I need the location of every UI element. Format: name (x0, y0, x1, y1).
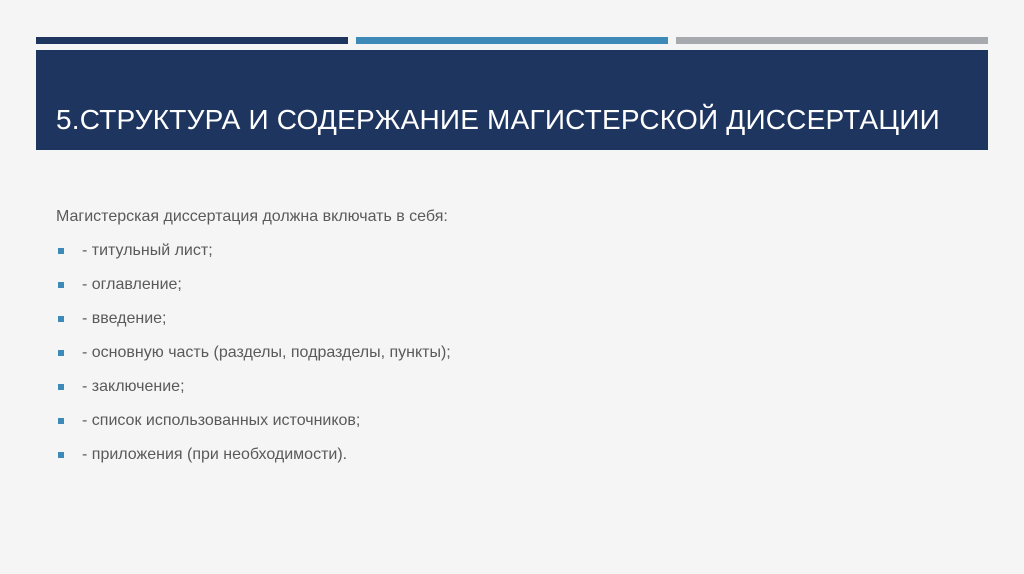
title-band (36, 50, 988, 150)
square-bullet-icon (58, 418, 64, 424)
top-bar-blue (356, 37, 668, 44)
slide-content (56, 206, 956, 478)
top-bar-gray (676, 37, 988, 44)
intro-text: Магистерская диссертация должна включать в себя: (56, 208, 448, 225)
slide-title: 5.СТРУКТУРА И СОДЕРЖАНИЕ МАГИСТЕРСКОЙ ДИССЕРТАЦИИ (56, 104, 940, 135)
list-item (56, 308, 956, 342)
list-item-label: - введение; (82, 310, 167, 327)
square-bullet-icon (58, 452, 64, 458)
list-item-label: - основную часть (разделы, подразделы, пункты); (82, 344, 451, 361)
list-item (56, 376, 956, 410)
square-bullet-icon (58, 350, 64, 356)
square-bullet-icon (58, 282, 64, 288)
list-item-label: - список использованных источников; (82, 412, 361, 429)
list-item (56, 410, 956, 444)
list-item (56, 342, 956, 376)
list-item-label: - заключение; (82, 378, 185, 395)
square-bullet-icon (58, 248, 64, 254)
list-item-label: - оглавление; (82, 276, 182, 293)
square-bullet-icon (58, 316, 64, 322)
content-list (56, 240, 956, 478)
square-bullet-icon (58, 384, 64, 390)
list-item (56, 444, 956, 478)
list-item (56, 240, 956, 274)
list-item-label: - титульный лист; (82, 242, 213, 259)
top-bar-navy (36, 37, 348, 44)
list-item (56, 274, 956, 308)
list-item-label: - приложения (при необходимости). (82, 446, 348, 463)
